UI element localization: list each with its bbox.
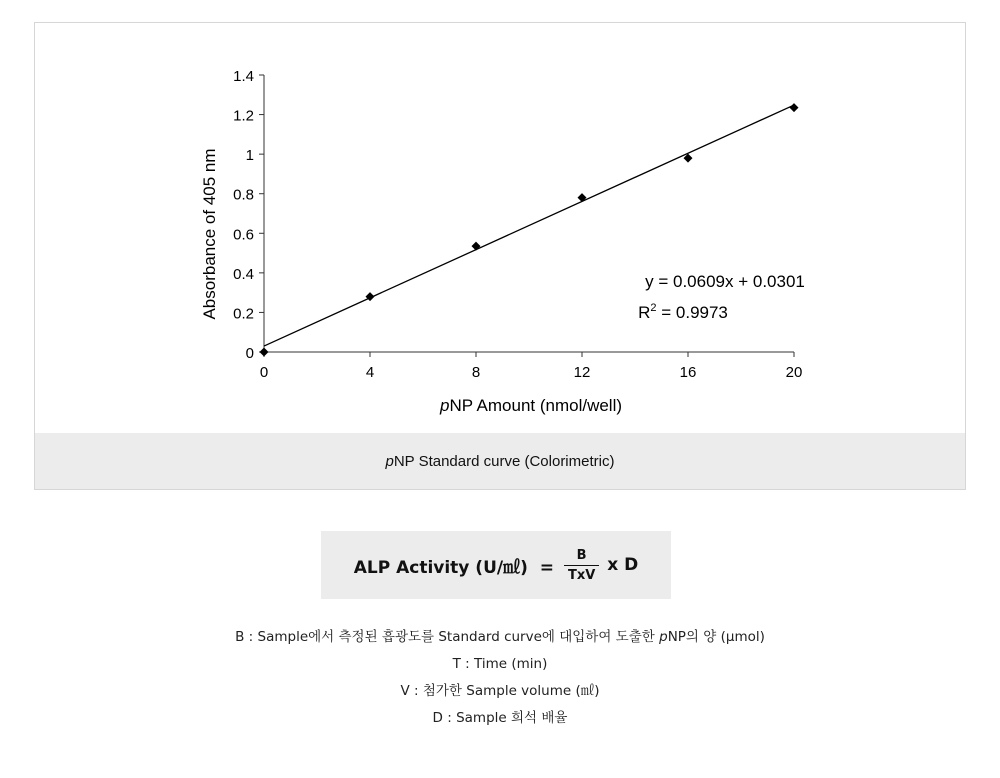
x-tick-label: 4 [365,364,375,381]
caption-text: NP Standard curve (Colorimetric) [393,452,615,470]
x-tick-label: 0 [259,364,269,381]
formula-left: ALP Activity (U/㎖) = [353,557,554,578]
r-squared-label [638,302,728,322]
data-point-marker [578,193,587,202]
trendline-equation: y = 0.0609x + 0.0301 [645,272,805,291]
x-tick-label: 20 [785,364,803,381]
chart-panel [34,22,966,490]
x-tick-label: 8 [471,364,481,381]
y-tick-label: 0.4 [233,265,254,283]
y-tick-label: 1 [245,147,254,165]
y-tick-label: 1.4 [233,68,254,85]
r-label: R [638,303,651,322]
tick-labels [233,68,802,381]
legend-b-italic: p [659,629,668,645]
legend-d: D : Sample 희석 배율 [432,710,568,726]
chart-caption [35,433,965,489]
r-value: = 0.9973 [656,303,728,322]
formula-right: x D [607,555,639,575]
y-tick-label: 0.6 [233,226,254,244]
legend-v: V : 첨가한 Sample volume (㎖) [400,683,600,699]
legend-t: T : Time (min) [452,656,548,672]
x-tick-label: 12 [573,364,591,381]
y-axis-label: Absorbance of 405 nm [200,148,219,320]
legend-b-prefix: B : Sample에서 측정된 흡광도를 Standard curve에 대입하여 도출한 [235,629,660,645]
y-tick-label: 0 [245,345,254,362]
x-axis-label-rest: NP Amount (nmol/well) [449,396,623,415]
formula-box [321,531,671,599]
variable-legend [0,624,1000,732]
data-point-marker [260,348,269,357]
x-tick-label: 16 [679,364,697,381]
caption-italic: p [385,452,394,470]
formula-numerator: B [576,547,587,563]
x-axis-label-italic: p [439,396,450,415]
data-point-marker [790,103,799,112]
x-axis-label [439,396,622,415]
formula-denominator: TxV [564,565,599,583]
data-point-marker [472,242,481,251]
formula-fraction [564,548,599,583]
legend-b-suffix: NP의 양 (μmol) [667,629,765,645]
y-tick-label: 0.8 [233,186,254,204]
legend-b [0,624,1000,651]
standard-curve-chart [35,23,965,435]
r-superscript: 2 [650,302,657,314]
y-tick-label: 0.2 [233,305,254,323]
y-tick-label: 1.2 [233,107,254,125]
